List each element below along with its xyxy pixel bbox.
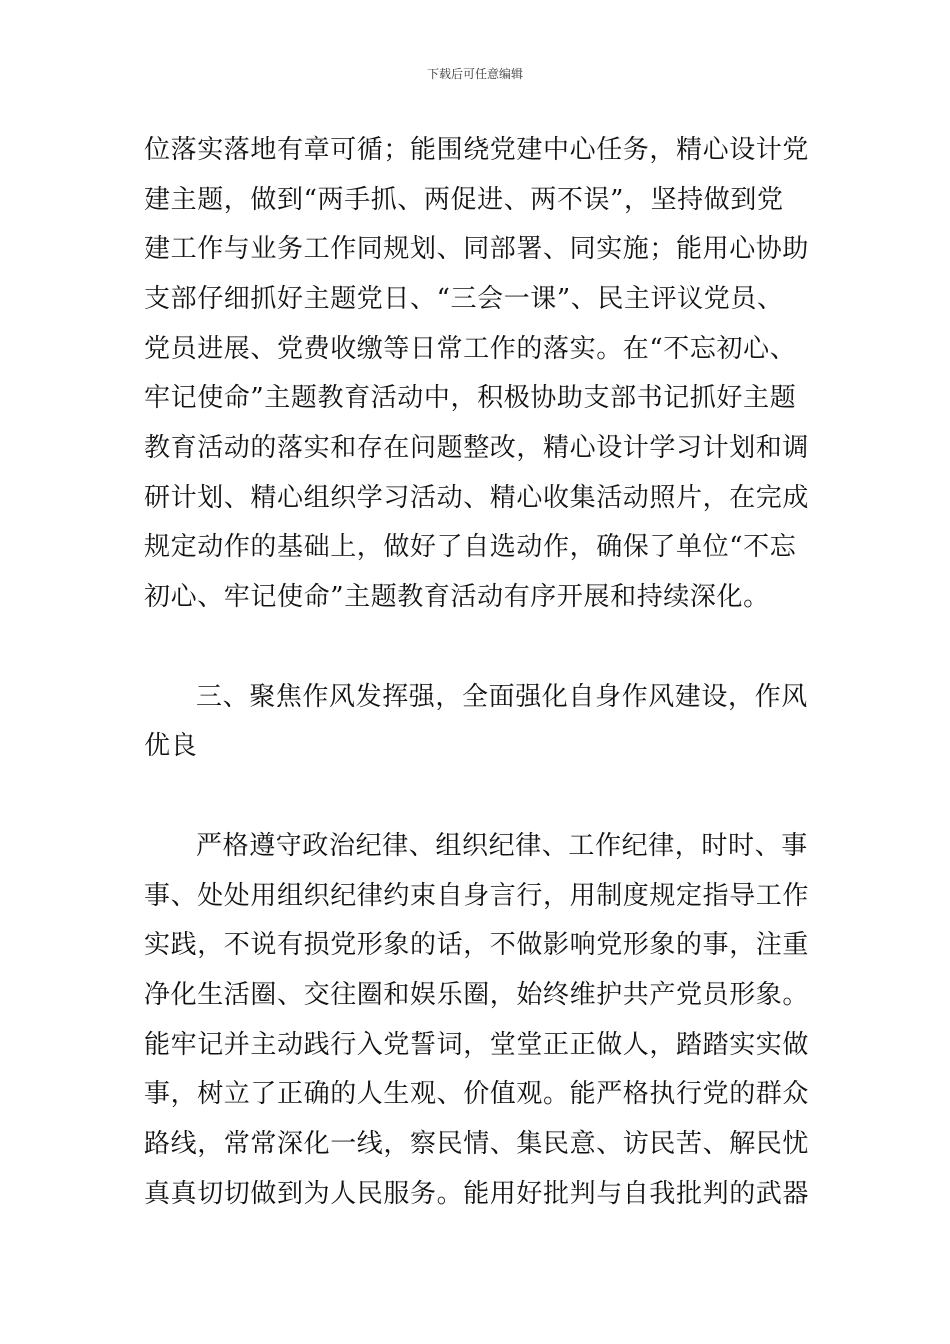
paragraph-line: 真真切切做到为人民服务。能用好批判与自我批判的武器: [144, 1179, 810, 1209]
paragraph-line: 支部仔细抓好主题党日、“三会一课”、民主评议党员、: [144, 284, 784, 314]
paragraph-line: 党员进展、党费收缴等日常工作的落实。在“不忘初心、: [144, 334, 797, 364]
paragraph-line: 建工作与业务工作同规划、同部署、同实施；能用心协助: [144, 234, 810, 264]
paragraph-line: 规定动作的基础上，做好了自选动作，确保了单位“不忘: [144, 532, 797, 562]
heading-line: 三、聚焦作风发挥强，全面强化自身作风建设，作风: [196, 682, 808, 712]
paragraph-line: 建主题，做到“两手抓、两促进、两不误”，坚持做到党: [144, 185, 784, 215]
paragraph-line: 初心、牢记使命”主题教育活动有序开展和持续深化。: [144, 582, 770, 612]
paragraph-line: 位落实落地有章可循；能围绕党建中心任务，精心设计党: [144, 135, 810, 165]
paragraph-line: 研计划、精心组织学习活动、精心收集活动照片，在完成: [144, 483, 810, 513]
page-header: 下载后可任意编辑: [426, 67, 523, 81]
paragraph-line: 净化生活圈、交往圈和娱乐圈，始终维护共产党员形象。: [144, 980, 810, 1010]
paragraph-line: 事、处处用组织纪律约束自身言行，用制度规定指导工作: [144, 881, 810, 911]
paragraph-line: 严格遵守政治纪律、组织纪律、工作纪律，时时、事: [196, 831, 808, 861]
paragraph-line: 实践，不说有损党形象的话，不做影响党形象的事，注重: [144, 930, 810, 960]
paragraph-line: 路线，常常深化一线，察民情、集民意、访民苦、解民忧: [144, 1129, 810, 1159]
paragraph-line: 牢记使命”主题教育活动中，积极协助支部书记抓好主题: [144, 383, 797, 413]
paragraph-line: 能牢记并主动践行入党誓词，堂堂正正做人，踏踏实实做: [144, 1030, 810, 1060]
heading-line: 优良: [144, 731, 198, 761]
paragraph-line: 教育活动的落实和存在问题整改，精心设计学习计划和调: [144, 433, 810, 463]
paragraph-line: 事，树立了正确的人生观、价值观。能严格执行党的群众: [144, 1079, 810, 1109]
